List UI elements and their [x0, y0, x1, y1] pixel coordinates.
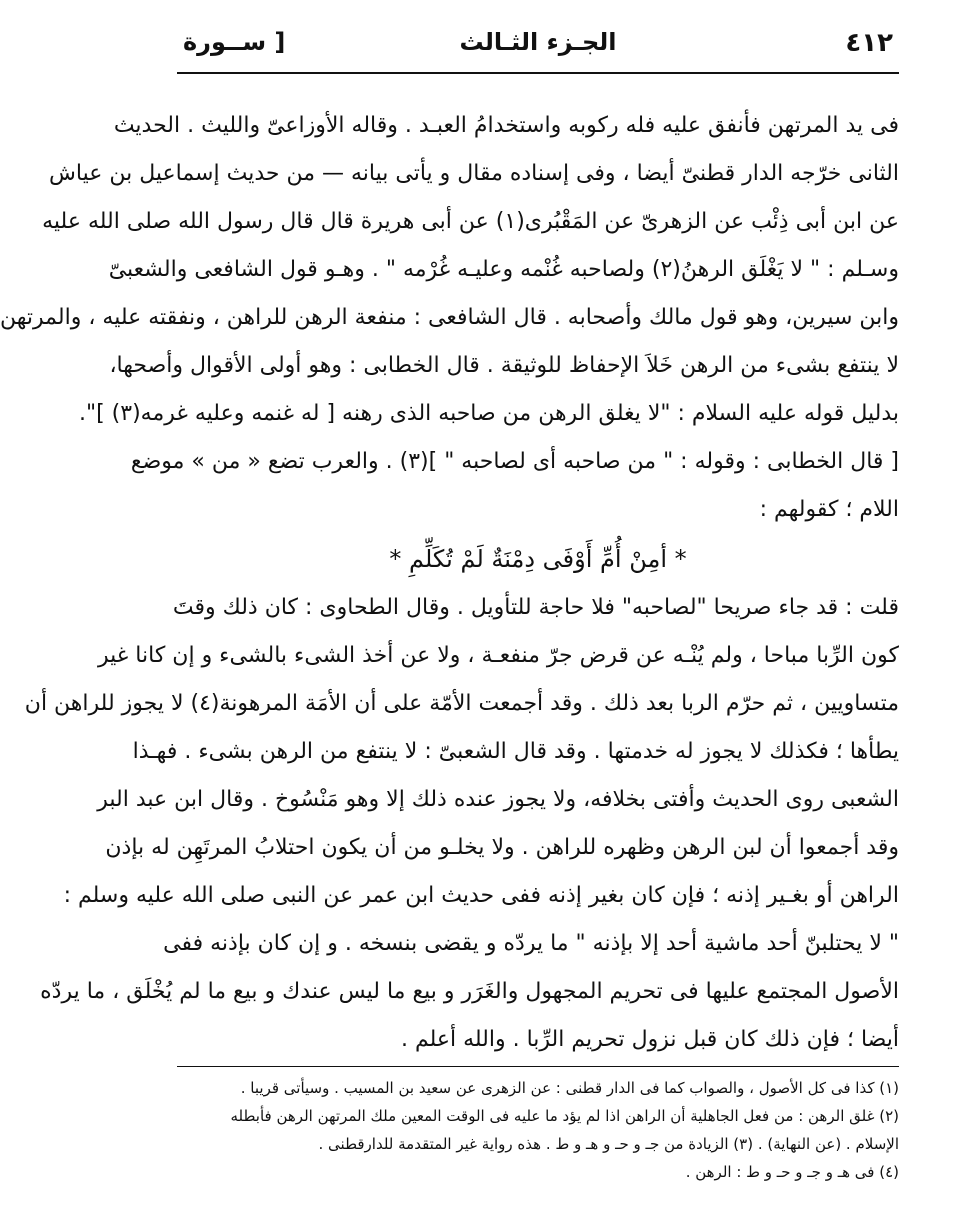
footnote-line: (٤) فى هـ و جـ و حـ و ط : الرهن . [685, 1163, 899, 1181]
text-line: لا ينتفع بشىء من الرهن خَلاَ الإحفاظ للوثيقة . قال الخطابى : وهو أولى الأقوال وأصحها، [109, 353, 899, 378]
footnote-line: (١) كذا فى كل الأصول ، والصواب كما فى الدار قطنى : عن الزهرى عن سعيد بن المسيب . وسيأتى قريبا . [240, 1079, 899, 1097]
text-line: كون الرِّبا مباحا ، ولم يُنْـه عن قرض جرّ منفعـة ، ولا عن أخذ الشىء بالشىء و إن كانا غير [98, 643, 899, 668]
text-line: بدليل قوله عليه السلام : "لا يغلق الرهن من صاحبه الذى رهنه [ له غنمه وعليه غرمه(٣) ]". [78, 401, 899, 426]
text-line: [ قال الخطابى : وقوله : " من صاحبه أى لصاحبه " ](٣) . والعرب تضع « من » موضع [130, 449, 899, 474]
footnote-line: (٢) غلق الرهن : من فعل الجاهلية أن الراهن اذا لم يؤد ما عليه فى الوقت المعين ملك المرتهن الرهن فأبطله [230, 1107, 899, 1125]
text-line: " لا يحتلبنّ أحد ماشية أحد إلا بإذنه " ما يردّه و يقضى بنسخه . و إن كان بإذنه ففى [163, 931, 899, 956]
text-line: أيضا ؛ فإن ذلك كان قبل نزول تحريم الرِّبا . والله أعلم . [400, 1027, 899, 1052]
text-line: فى يد المرتهن فأنفق عليه فله ركوبه واستخدامُ العبـد . وقاله الأوزاعىّ والليث . الحديث [113, 113, 899, 138]
verse-quotation: * أمِنْ أُمِّ أَوْفَى دِمْنَةٌ لَمْ تُكَلِّمِ * [389, 545, 687, 573]
running-title: الجـزء الثـالث [459, 28, 617, 56]
surah-label: [ ســورة [183, 28, 286, 56]
footnotes [177, 1074, 899, 1186]
text-line: الشعبى روى الحديث وأفتى بخلافه، ولا يجوز عنده ذلك إلا وهو مَنْسُوخ . وقال ابن عبد البر [97, 787, 899, 812]
text-line: وابن سيرين، وهو قول مالك وأصحابه . قال الشافعى : منفعة الرهن للراهن ، ونفقته عليه ، والمرتهن [0, 305, 899, 330]
main-text [0, 102, 899, 1064]
page-number: ٤١٢ [845, 28, 893, 58]
text-line: اللام ؛ كقولهم : [759, 497, 899, 522]
page-header [177, 20, 899, 74]
text-line: وسـلم : " لا يَغْلَق الرهنُ(٢) ولصاحبه غُنْمه وعليـه غُرْمه " . وهـو قول الشافعى والشعبىّ [108, 257, 899, 282]
text-line: الثانى خرّجه الدار قطنىّ أيضا ، وفى إسناده مقال و يأتى بيانه — من حديث إسماعيل بن عياش [49, 161, 899, 186]
text-line: الراهن أو بغـير إذنه ؛ فإن كان بغير إذنه ففى حديث ابن عمر عن النبى صلى الله عليه وسلم : [63, 883, 899, 908]
book-page [0, 20, 899, 1200]
footnote-line: الإسلام . (عن النهاية) . (٣) الزيادة من جـ و حـ و هـ و ط . هذه رواية غير المتقدمة للدارقطنى . [318, 1135, 899, 1153]
text-line: الأصول المجتمع عليها فى تحريم المجهول والغَرَر و بيع ما ليس عندك و بيع ما لم يُخْلَق ، ما يردّه [40, 979, 899, 1004]
text-line: وقد أجمعوا أن لبن الرهن وظهره للراهن . ولا يخلـو من أن يكون احتلابُ المرتَهِن له بإذن [105, 835, 899, 860]
footnote-divider [177, 1066, 899, 1067]
text-line: قلت : قد جاء صريحا "لصاحبه" فلا حاجة للتأويل . وقال الطحاوى : كان ذلك وقتَ [172, 595, 899, 620]
text-line: متساويين ، ثم حرّم الربا بعد ذلك . وقد أجمعت الأمّة على أن الأمَة المرهونة(٤) لا يجوز للراهن أن [24, 691, 899, 716]
text-line: يطأها ؛ فكذلك لا يجوز له خدمتها . وقد قال الشعبىّ : لا ينتفع من الرهن بشىء . فهـذا [132, 739, 899, 764]
text-line: عن ابن أبى ذِئْب عن الزهرىّ عن المَقْبُرى(١) عن أبى هريرة قال قال رسول الله صلى الله عليه [42, 209, 899, 234]
